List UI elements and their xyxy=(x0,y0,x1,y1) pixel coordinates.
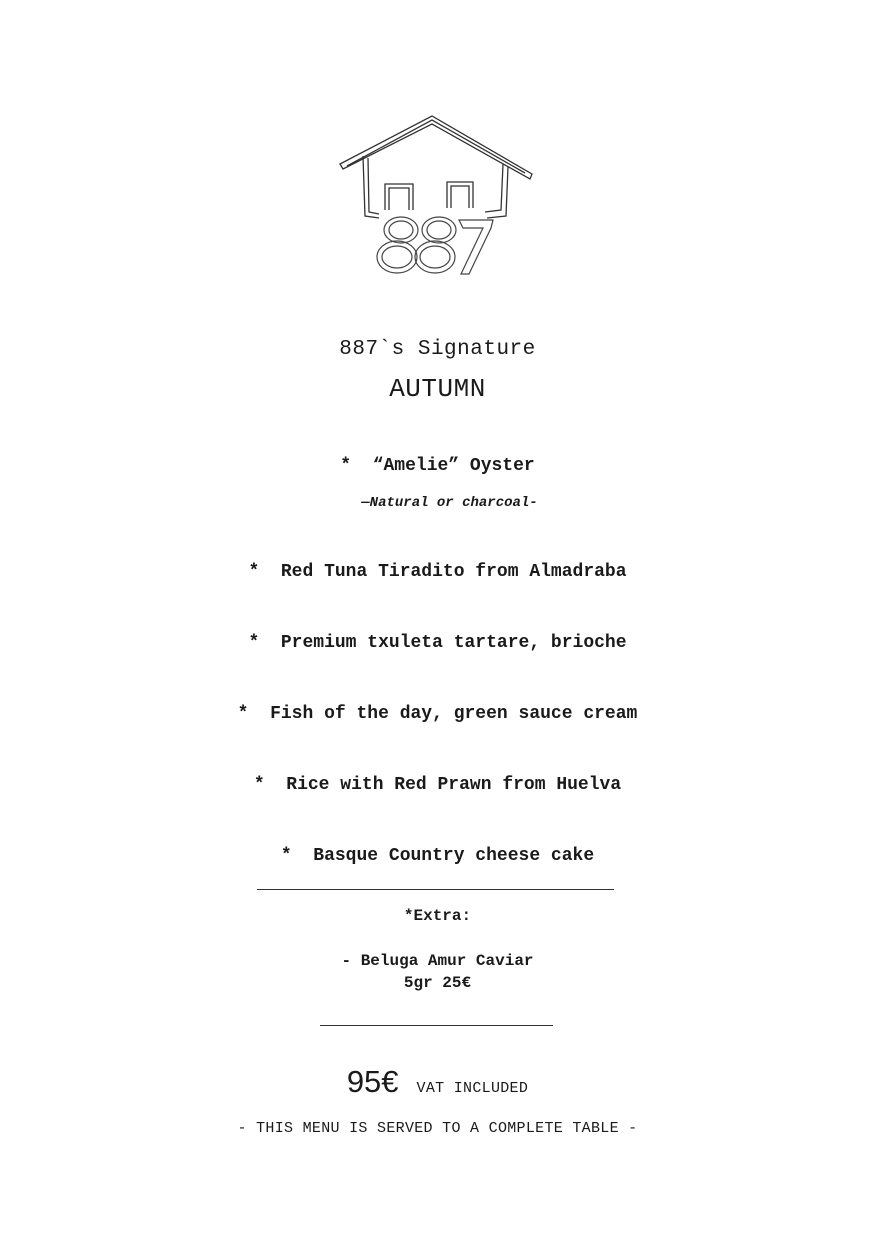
course-name: Red Tuna Tiradito from Almadraba xyxy=(280,562,627,582)
extra-item-name: - Beluga Amur Caviar xyxy=(341,952,534,970)
bullet-asterisk: * xyxy=(248,633,260,653)
menu-price: 95€ xyxy=(346,1064,399,1099)
extra-item-price: 5gr 25€ xyxy=(403,974,472,992)
table-service-note: - THIS MENU IS SERVED TO A COMPLETE TABLE - xyxy=(237,1120,638,1137)
bullet-asterisk: * xyxy=(248,562,260,582)
bullet-asterisk: * xyxy=(280,846,292,866)
course-note: —Natural or charcoal- xyxy=(361,495,538,511)
divider xyxy=(320,1025,553,1026)
menu-title: AUTUMN xyxy=(389,374,486,404)
extra-heading: *Extra: xyxy=(403,907,472,925)
house-logo-icon xyxy=(335,112,535,280)
course-name: Rice with Red Prawn from Huelva xyxy=(286,775,622,795)
course-item xyxy=(0,775,875,795)
menu-subtitle: 887`s Signature xyxy=(339,338,536,361)
course-item xyxy=(0,633,875,653)
course-item xyxy=(0,456,875,476)
course-item xyxy=(0,704,875,724)
bullet-asterisk: * xyxy=(237,704,249,724)
course-item xyxy=(0,562,875,582)
restaurant-logo xyxy=(335,112,535,280)
price-line xyxy=(0,1064,875,1100)
bullet-asterisk: * xyxy=(253,775,265,795)
course-name: “Amelie” Oyster xyxy=(372,456,535,476)
course-item xyxy=(0,846,875,866)
vat-note: VAT INCLUDED xyxy=(416,1080,529,1097)
course-name: Premium txuleta tartare, brioche xyxy=(280,633,627,653)
bullet-asterisk: * xyxy=(340,456,352,476)
divider xyxy=(257,889,614,890)
course-name: Fish of the day, green sauce cream xyxy=(270,704,638,724)
course-name: Basque Country cheese cake xyxy=(313,846,595,866)
